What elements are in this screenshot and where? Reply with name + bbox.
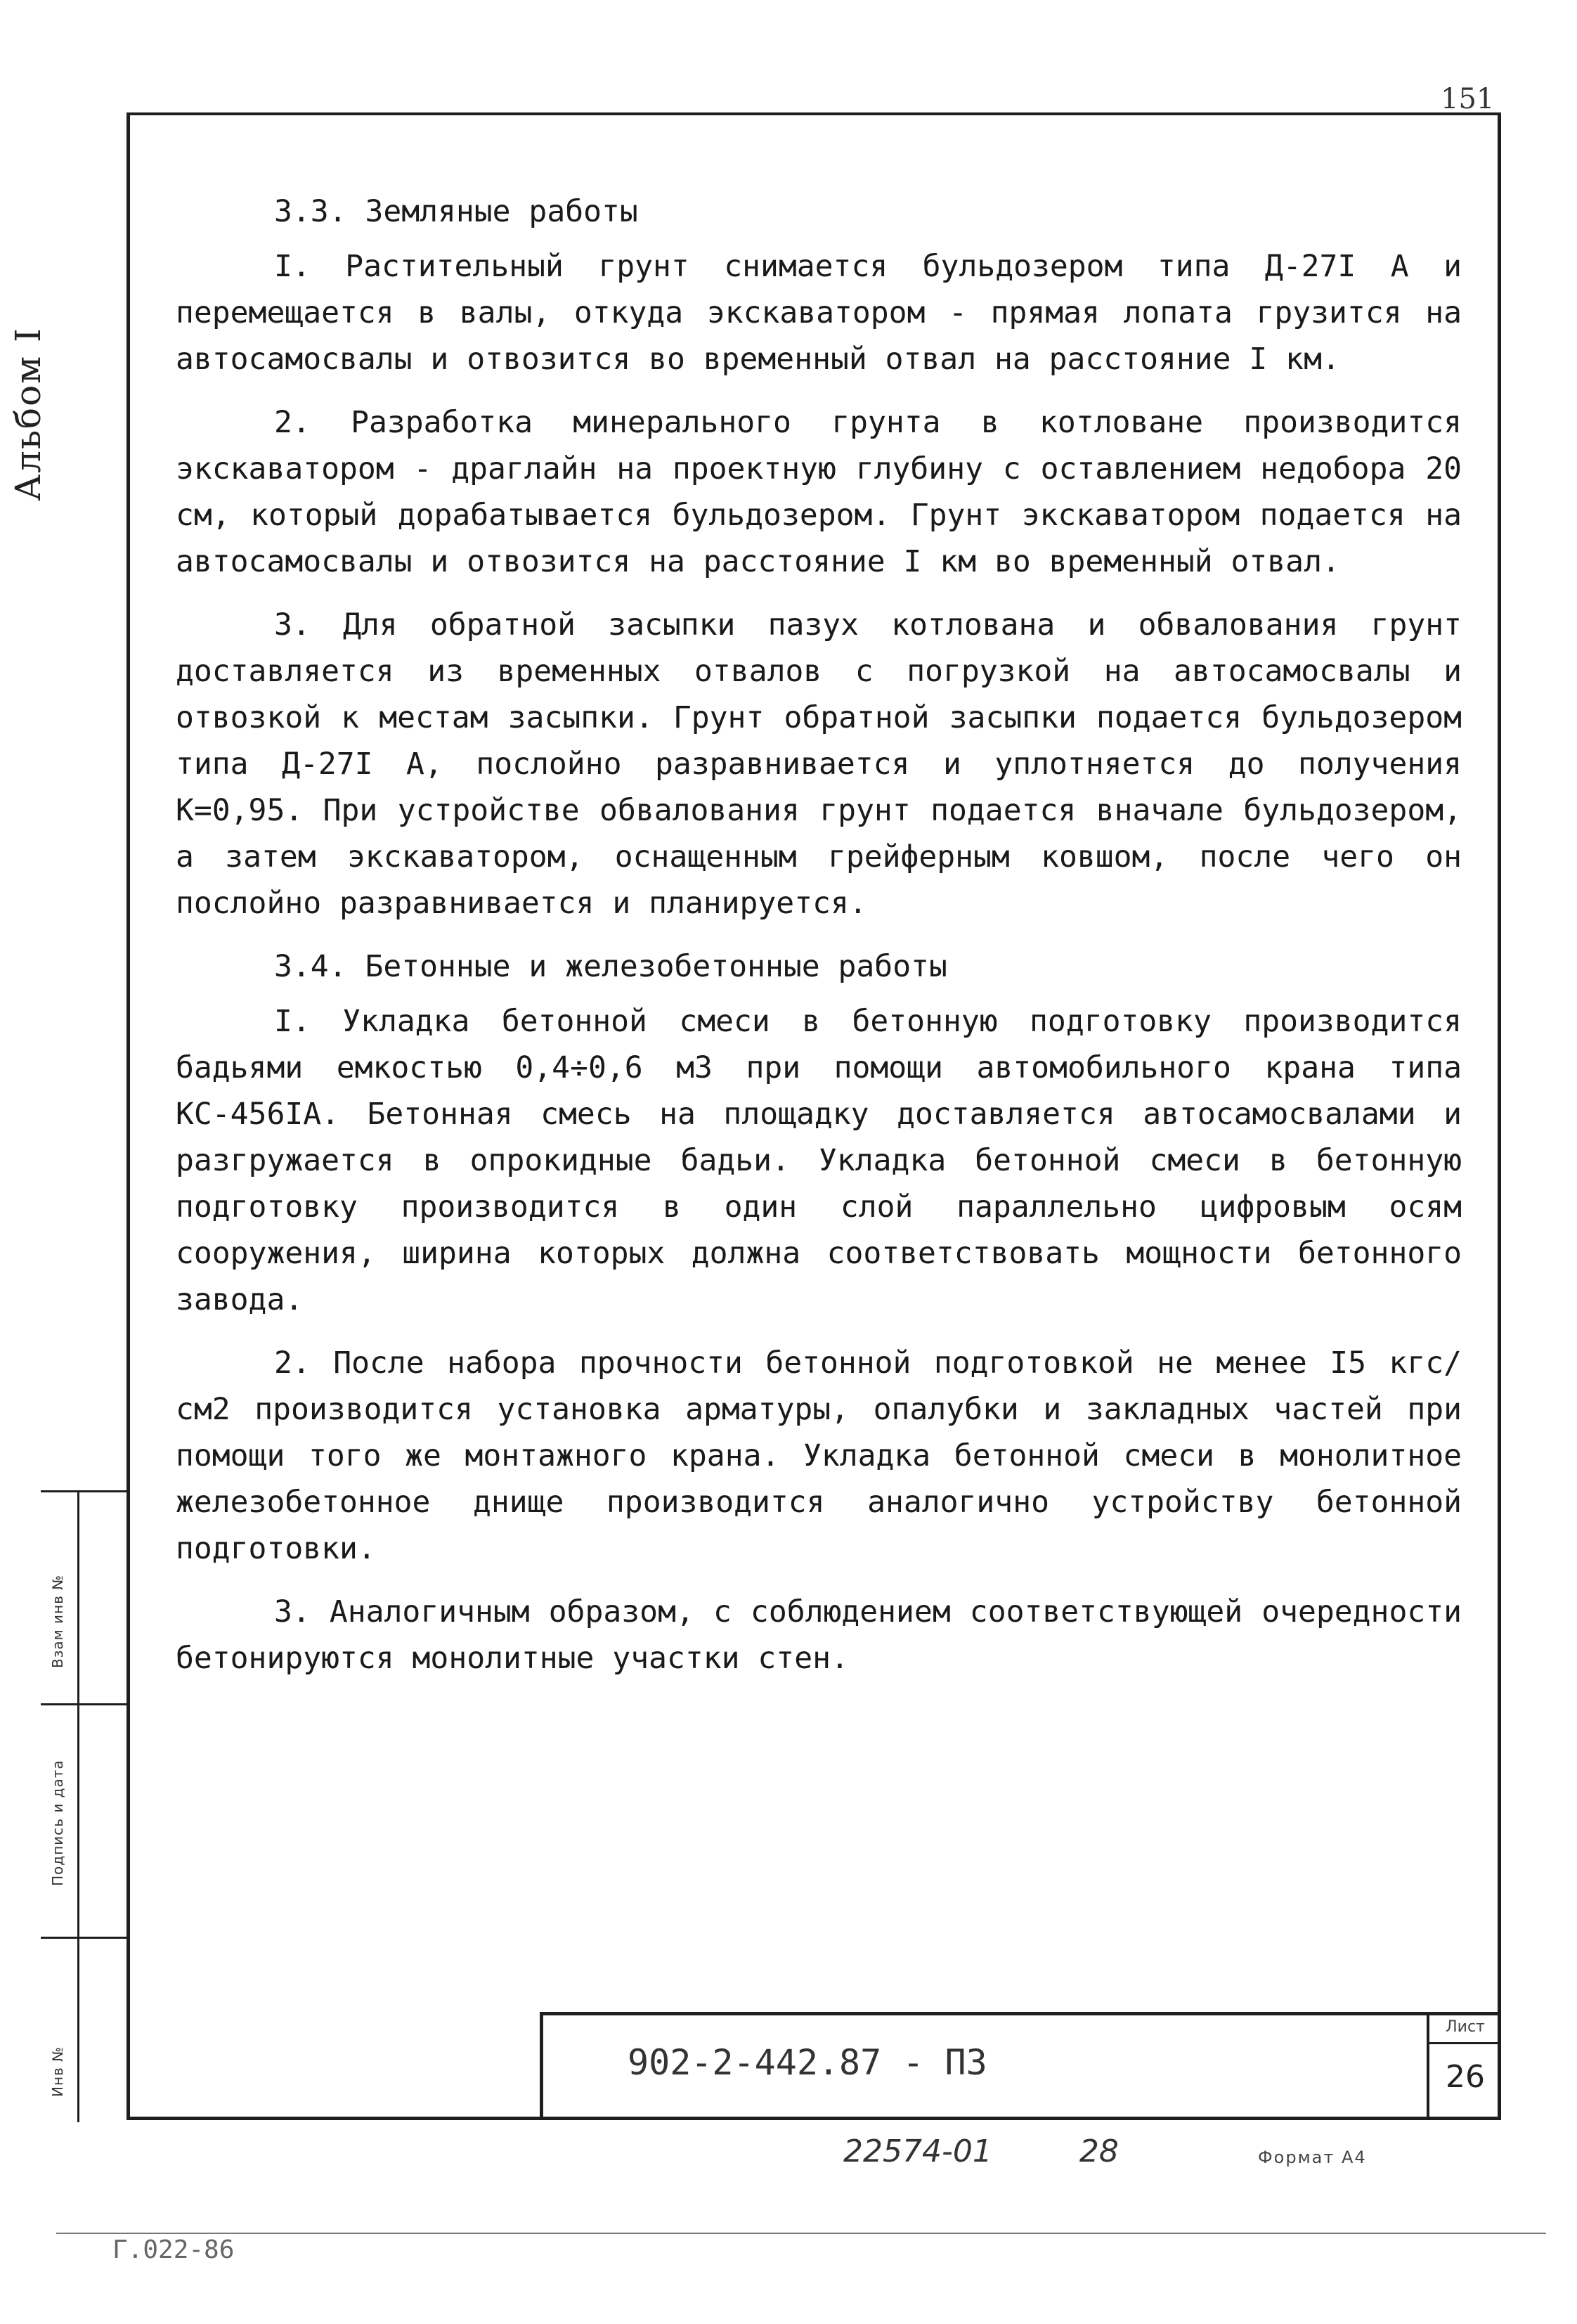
paragraph: 2. Разработка минерального грунта в котловане производится экскаватором - драглайн на проектную глубину с оставлением недобора 20 см, который дорабатывается бульдозером. Грунт экскаватором подается на автосамосвалы и отвозится на расстояние I км во временный отвал. (176, 405, 1462, 579)
paragraph: 3. Для обратной засыпки пазух котлована и обвалования грунт доставляется из временных отвалов с погрузкой на автосамосвалы и отвозкой к местам засыпки. Грунт обратной засыпки подается бульдозером типа Д-27I А, послойно разравнивается и уплотняется до получения К=0,95. При устройстве обвалования грунт подается вначале бульдозером, а затем экскаватором, оснащенным грейферным ковшом, после чего он послойно разравнивается и планируется. (176, 607, 1462, 921)
side-label-replacement-inventory: Взам инв № (49, 1574, 66, 1668)
paragraph: I. Укладка бетонной смеси в бетонную подготовку производится бадьями емкостью 0,4÷0,6 м3 при помощи автомобильного крана типа КС-456IА. Бетонная смесь на площадку доставляется автосамосвалами и разгружается в опрокидные бадьи. Укладка бетонной смеси в бетонную подготовку производится в один слой параллельно цифровым осям сооружения, ширина которых должна соответствовать мощности бетонного завода. (176, 1004, 1462, 1317)
sheet-number-box (1427, 2015, 1501, 2120)
sheet-label: Лист (1446, 2018, 1485, 2036)
side-stamp-row-line (41, 1937, 129, 1939)
paragraph: 2. После набора прочности бетонной подготовкой не менее I5 кгс/см2 производится установка арматуры, опалубки и закладных частей при помощи того же монтажного крана. Укладка бетонной смеси в монолитное железобетонное днище производится аналогично устройству бетонной подготовки. (176, 1345, 1462, 1566)
side-stamp-row-line (41, 1703, 129, 1705)
document-code: 902-2-442.87 - ПЗ (628, 2042, 987, 2083)
sheet-box-divider (1429, 2042, 1501, 2044)
title-block (540, 2012, 1501, 2120)
paragraph: I. Растительный грунт снимается бульдозером типа Д-27I А и перемещается в валы, откуда экскаватором - прямая лопата грузится на автосамосвалы и отвозится во временный отвал на расстояние I км. (176, 249, 1462, 377)
paragraph: 3. Аналогичным образом, с соблюдением соответствующей очередности бетонируются монолитные участки стен. (176, 1594, 1462, 1676)
form-code: Г.022-86 (112, 2235, 235, 2264)
corner-page-mark: 151 (1441, 83, 1495, 115)
section-heading-earthworks: 3.3. Земляные работы (274, 194, 638, 229)
format-label: Формат А4 (1258, 2148, 1367, 2167)
side-stamp-strip (41, 1490, 129, 2122)
bottom-rule (56, 2233, 1546, 2234)
sheet-number: 26 (1446, 2059, 1485, 2095)
section-heading-concrete-works: 3.4. Бетонные и железобетонные работы (274, 949, 947, 984)
side-label-inventory-number: Инв № (49, 2046, 66, 2097)
inventory-number: 22574-01 (843, 2133, 992, 2169)
page-number: 28 (1079, 2133, 1119, 2169)
album-label: Альбом I (8, 327, 48, 501)
footer-numbers (843, 2133, 1119, 2169)
page-content (176, 188, 1462, 1698)
side-label-signature-date: Подпись и дата (49, 1760, 66, 1886)
side-stamp-column-line (77, 1492, 79, 2122)
